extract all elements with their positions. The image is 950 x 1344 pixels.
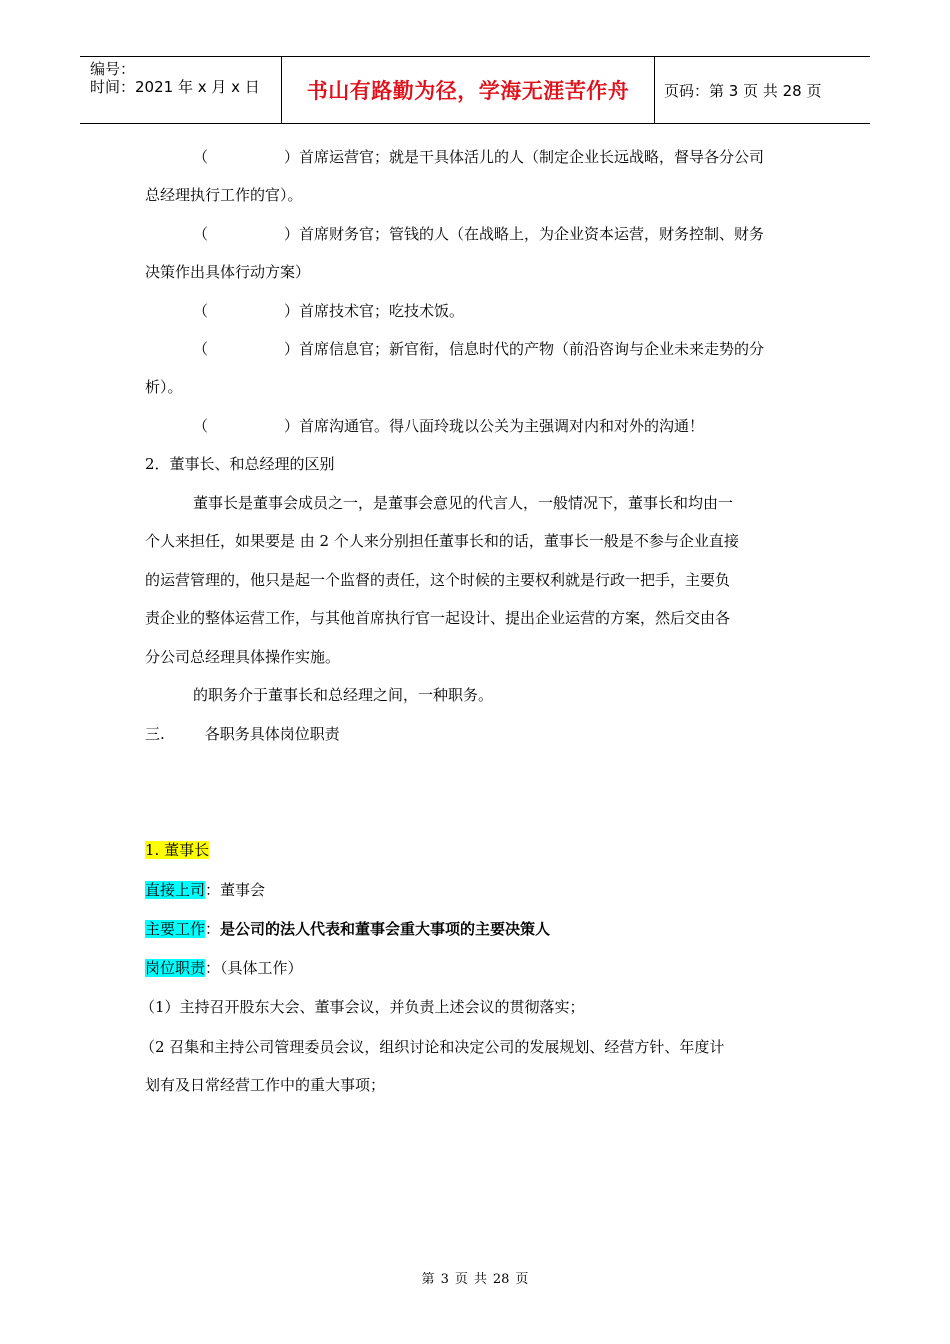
chairman-title: 1. 董事长: [145, 841, 210, 859]
section2-para1-line5: 分公司总经理具体操作实施。: [145, 648, 341, 666]
section2-para1-line3: 的运营管理的，他只是起一个监督的责任，这个时候的主要权利就是行政一把手，主要负: [145, 571, 731, 589]
position-cont-cio: 析）。: [145, 378, 183, 396]
section2-para1-line1: 董事长是董事会成员之一，是董事会意见的代言人，一般情况下，董事长和均由一: [193, 494, 734, 512]
date-label: 时间：2021 年 x 月 x 日: [90, 78, 260, 96]
footer-total-pages: 28: [492, 1272, 510, 1287]
footer-page-number: 3: [440, 1272, 449, 1287]
section2-heading: 2．董事长、和总经理的区别: [145, 455, 335, 473]
page-header: [80, 56, 870, 124]
main-work-label: 主要工作: [145, 920, 206, 938]
section2-para2: 的职务介于董事长和总经理之间，一种职务。: [193, 686, 494, 704]
position-cont-coo: 总经理执行工作的官）。: [145, 186, 303, 204]
duty-item-2-line2: 划有及日常经营工作中的重大事项；: [145, 1076, 386, 1094]
header-meta: [80, 57, 282, 123]
page-footer: 第 3 页 共 28 页: [421, 1272, 529, 1287]
number-label: 编号：: [90, 60, 136, 78]
duty-item-1: （1）主持召开股东大会、董事会议，并负责上述会议的贯彻落实；: [140, 998, 585, 1016]
section3-number: 三.: [145, 725, 165, 743]
section3-title: 各职务具体岗位职责: [204, 725, 340, 743]
chairman-main-work: 主要工作：是公司的法人代表和董事会重大事项的主要决策人: [145, 920, 551, 938]
superior-value: ：董事会: [205, 881, 266, 899]
position-line-coo: （ ）首席运营官；就是干具体活儿的人（制定企业长远战略，督导各分公司: [193, 148, 765, 166]
section3-heading: [145, 715, 340, 753]
position-cont-cfo: 决策作出具体行动方案）: [145, 263, 311, 281]
position-line-cfo: （ ）首席财务官；管钱的人（在战略上，为企业资本运营，财务控制、财务: [193, 225, 765, 243]
duty-value: ：（具体工作）: [205, 959, 303, 977]
section2-para1-line2: 个人来担任，如果要是 由 2 个人来分别担任董事长和的话，董事长一般是不参与企业直接: [145, 532, 739, 550]
chairman-duties: [145, 949, 303, 987]
position-line-cco: （ ）首席沟通官。得八面玲珑以公关为主强调对内和对外的沟通！: [193, 417, 705, 435]
position-line-cio: （ ）首席信息官；新官衔，信息时代的产物（前沿咨询与企业未来走势的分: [193, 340, 765, 358]
main-work-value: 是公司的法人代表和董事会重大事项的主要决策人: [220, 920, 551, 938]
section2-para1-line4: 责企业的整体运营工作，与其他首席执行官一起设计、提出企业运营的方案，然后交由各: [145, 609, 731, 627]
header-page-info: 页码：第 3 页 共 28 页: [664, 81, 822, 100]
header-motto: 书山有路勤为径，学海无涯苦作舟: [282, 57, 655, 123]
chairman-superior: [145, 871, 265, 909]
duty-item-2-line1: （2 召集和主持公司管理委员会议，组织讨论和决定公司的发展规划、经营方针、年度计: [140, 1038, 725, 1056]
duty-label: 岗位职责: [145, 959, 206, 977]
position-line-cto: （ ）首席技术官；吃技术饭。: [193, 302, 465, 320]
superior-label: 直接上司: [145, 881, 206, 899]
